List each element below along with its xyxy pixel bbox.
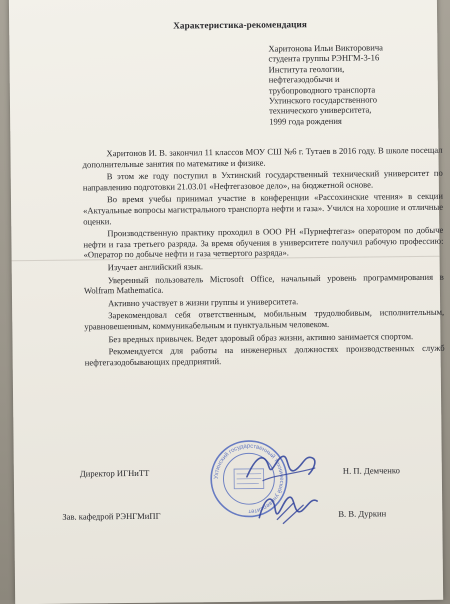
head-title: Зав. кафедрой РЭНГМиПГ: [62, 511, 160, 522]
addressee-block: [268, 42, 439, 127]
body-paragraph: Изучает английский язык.: [84, 259, 444, 273]
seal-text: Ухтинский государственный технический университет: [213, 443, 284, 514]
document-sheet: [9, 0, 443, 604]
director-signature: [243, 444, 323, 490]
addressee-line: нефтегазодобычи и: [269, 73, 439, 85]
addressee-line: Харитонова Ильи Викторовича: [268, 42, 438, 54]
body-paragraph: Без вредных привычек. Ведет здоровый образ жизни, активно занимается спортом.: [84, 330, 444, 344]
addressee-line: 1999 года рождения: [269, 115, 439, 127]
body-paragraph: В этом же году поступил в Ухтинский государственный технический университет по направлению подготовки 21.03.01 «Нефтегазовое дело», на бюджетной основе.: [83, 168, 443, 193]
document-content: [33, 0, 423, 604]
body-paragraph: Производственную практику проходил в ООО РН «Пурнефтегаз» оператором по добыче нефти и газа третьего разряда. За время обучения в университете получил рабочую профессию: «Оператор по добыче нефти и газа четвертого разряда».: [83, 225, 443, 261]
head-signature: [253, 489, 323, 530]
body-paragraph: Уверенный пользователь Microsoft Office, начальный уровень программирования в Wolfram Mathematica.: [84, 271, 444, 296]
body-paragraph: Рекомендуется для работы на инженерных должностях производственных служб нефтегазодобывающих предприятий.: [85, 343, 445, 368]
addressee-line: трубопроводного транспорта: [269, 83, 439, 95]
director-name: Н. П. Демченко: [343, 465, 400, 476]
document-title: Характеристика-рекомендация: [173, 19, 307, 30]
body-paragraph: Активно участвует в жизни группы и университета.: [84, 294, 444, 308]
addressee-line: студента группы РЭНГМ-3-16: [268, 52, 438, 64]
body-paragraph: Зарекомендовал себя ответственным, мобильным трудолюбивым, исполнительным, уравновешенным, коммуникабельным и пунктуальным человеком.: [84, 307, 444, 332]
director-title: Директор ИГНиТТ: [80, 468, 150, 479]
body-paragraph: Во время учебы принимал участие в конференции «Рассохинские чтения» в секции «Актуальные вопросы магистрального транспорта нефти и газа». Учился на хорошие и отличные оценки.: [83, 191, 443, 227]
body-paragraph: Харитонов И. В. закончил 11 классов МОУ СШ №6 г. Тутаев в 2016 году. В школе посещал дополнительные занятия по математике и физике.: [82, 145, 442, 170]
addressee-line: Ухтинского государственного: [269, 94, 439, 106]
head-name: В. В. Дуркин: [338, 508, 386, 519]
addressee-line: технического университета,: [269, 104, 439, 116]
addressee-line: Института геологии,: [269, 63, 439, 75]
document-body: [82, 145, 444, 370]
